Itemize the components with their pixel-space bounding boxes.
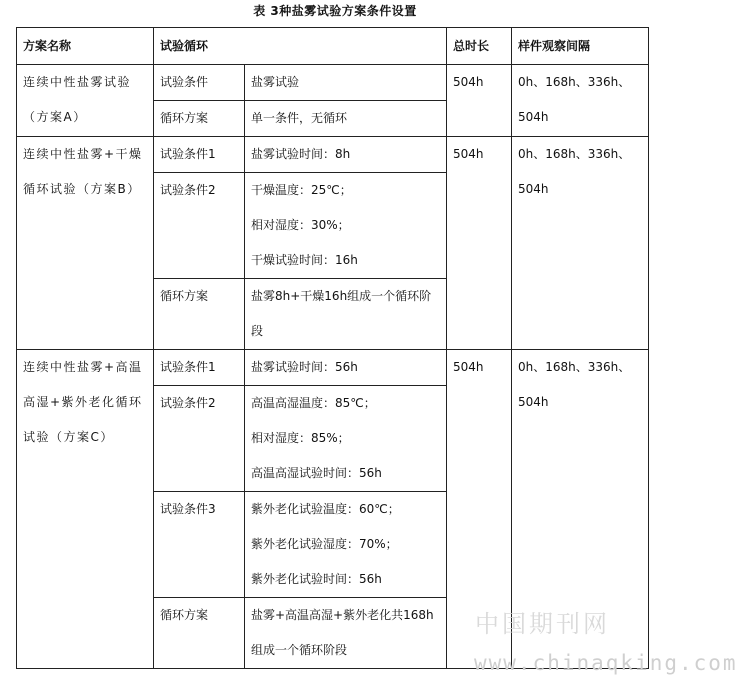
plan-b-name: 连续中性盐雾+干燥循环试验（方案B） [17, 137, 154, 350]
plan-a-name: 连续中性盐雾试验（方案A） [17, 65, 154, 137]
plan-b-condition2-values [245, 173, 447, 279]
plan-b-interval: 0h、168h、336h、504h [512, 137, 649, 350]
plan-c-relative-humidity: 相对湿度：85%； [251, 431, 350, 445]
plan-b-condition1-label: 试验条件1 [154, 137, 245, 173]
plan-a-cycle-label: 循环方案 [154, 101, 245, 137]
plan-c-cycle-value: 盐雾+高温高湿+紫外老化共168h组成一个循环阶段 [245, 598, 447, 669]
table-row [17, 65, 649, 101]
plan-b-total-time: 504h [447, 137, 512, 350]
plan-b-dry-time: 干燥试验时间：16h [251, 253, 358, 267]
plan-b-dry-temperature: 干燥温度：25℃； [251, 183, 352, 197]
plan-a-cycle-value: 单一条件，无循环 [245, 101, 447, 137]
plan-a-condition-label: 试验条件 [154, 65, 245, 101]
plan-c-name: 连续中性盐雾+高温高湿+紫外老化循环试验（方案C） [17, 350, 154, 669]
test-conditions-table [16, 27, 649, 669]
plan-c-uv-temperature: 紫外老化试验温度：60℃； [251, 502, 400, 516]
plan-b-relative-humidity: 相对湿度：30%； [251, 218, 350, 232]
plan-c-condition3-label: 试验条件3 [154, 492, 245, 598]
plan-b-condition2-label: 试验条件2 [154, 173, 245, 279]
header-plan-name: 方案名称 [17, 28, 154, 65]
plan-c-condition3-values [245, 492, 447, 598]
plan-c-uv-time: 紫外老化试验时间：56h [251, 572, 382, 586]
plan-c-condition1-label: 试验条件1 [154, 350, 245, 386]
header-total-time: 总时长 [447, 28, 512, 65]
plan-c-high-temp: 高温高湿温度：85℃； [251, 396, 376, 410]
header-test-cycle: 试验循环 [154, 28, 447, 65]
plan-a-total-time: 504h [447, 65, 512, 137]
plan-b-cycle-label: 循环方案 [154, 279, 245, 350]
table-row [17, 350, 649, 386]
watermark-site-name: 中国期刊网 [475, 610, 610, 638]
header-row [17, 28, 649, 65]
plan-c-condition1-value: 盐雾试验时间：56h [245, 350, 447, 386]
plan-c-cycle-label: 循环方案 [154, 598, 245, 669]
plan-b-cycle-value: 盐雾8h+干燥16h组成一个循环阶段 [245, 279, 447, 350]
plan-c-total-time: 504h [447, 350, 512, 669]
table-row [17, 137, 649, 173]
plan-c-condition2-values [245, 386, 447, 492]
plan-c-uv-humidity: 紫外老化试验湿度：70%； [251, 537, 398, 551]
plan-c-condition2-label: 试验条件2 [154, 386, 245, 492]
header-observation-interval: 样件观察间隔 [512, 28, 649, 65]
table-caption: 表 3种盐雾试验方案条件设置 [253, 4, 417, 18]
plan-c-high-temp-time: 高温高湿试验时间：56h [251, 466, 382, 480]
plan-a-condition-value: 盐雾试验 [245, 65, 447, 101]
plan-a-interval: 0h、168h、336h、504h [512, 65, 649, 137]
watermark-url: www.chinaqking.com [474, 651, 738, 675]
plan-c-interval: 0h、168h、336h、504h [512, 350, 649, 669]
plan-b-condition1-value: 盐雾试验时间：8h [245, 137, 447, 173]
